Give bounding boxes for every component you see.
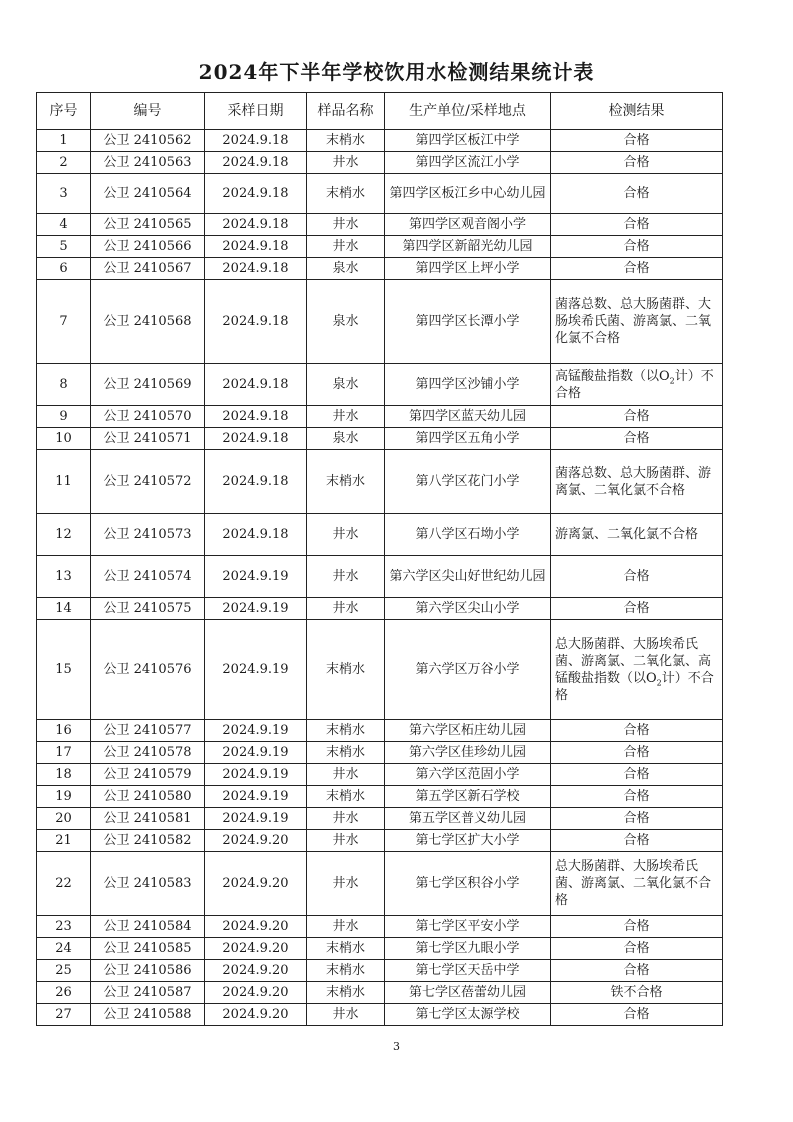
cell-no: 7 xyxy=(37,280,91,364)
cell-code: 公卫 2410571 xyxy=(91,428,205,450)
cell-result xyxy=(551,720,723,742)
cell-result xyxy=(551,1004,723,1026)
cell-no: 16 xyxy=(37,720,91,742)
cell-site: 第七学区扩大小学 xyxy=(385,830,551,852)
table-row xyxy=(37,214,723,236)
cell-no: 1 xyxy=(37,130,91,152)
cell-sample: 末梢水 xyxy=(307,786,385,808)
cell-code: 公卫 2410585 xyxy=(91,938,205,960)
cell-code: 公卫 2410586 xyxy=(91,960,205,982)
cell-sample: 井水 xyxy=(307,808,385,830)
cell-site: 第六学区佳珍幼儿园 xyxy=(385,742,551,764)
cell-result xyxy=(551,830,723,852)
cell-no: 15 xyxy=(37,620,91,720)
cell-result xyxy=(551,916,723,938)
cell-code: 公卫 2410573 xyxy=(91,514,205,556)
cell-sample: 井水 xyxy=(307,236,385,258)
cell-date: 2024.9.19 xyxy=(205,764,307,786)
table-row xyxy=(37,742,723,764)
cell-result xyxy=(551,742,723,764)
cell-site: 第五学区新石学校 xyxy=(385,786,551,808)
cell-sample: 末梢水 xyxy=(307,742,385,764)
results-table xyxy=(36,92,723,1026)
cell-site: 第六学区范固小学 xyxy=(385,764,551,786)
cell-result xyxy=(551,620,723,720)
cell-date: 2024.9.19 xyxy=(205,598,307,620)
cell-sample: 井水 xyxy=(307,598,385,620)
cell-result xyxy=(551,406,723,428)
cell-no: 13 xyxy=(37,556,91,598)
cell-sample: 末梢水 xyxy=(307,174,385,214)
cell-no: 8 xyxy=(37,364,91,406)
result-text-tail: 计）不合格 xyxy=(555,368,714,401)
cell-date: 2024.9.20 xyxy=(205,938,307,960)
cell-sample: 末梢水 xyxy=(307,720,385,742)
table-row xyxy=(37,1004,723,1026)
cell-result xyxy=(551,764,723,786)
cell-date: 2024.9.20 xyxy=(205,1004,307,1026)
table-row xyxy=(37,174,723,214)
result-text: 铁不合格 xyxy=(610,985,663,1000)
cell-site: 第六学区柘庄幼儿园 xyxy=(385,720,551,742)
cell-result xyxy=(551,938,723,960)
cell-site: 第七学区积谷小学 xyxy=(385,852,551,916)
page-number: 3 xyxy=(393,1040,400,1053)
cell-result xyxy=(551,280,723,364)
result-text: 总大肠菌群、大肠埃希氏菌、游离氯、二氧化氯不合格 xyxy=(555,859,712,908)
header-date: 采样日期 xyxy=(205,93,307,130)
cell-site: 第六学区尖山好世纪幼儿园 xyxy=(385,556,551,598)
cell-sample: 井水 xyxy=(307,556,385,598)
cell-site: 第四学区板江中学 xyxy=(385,130,551,152)
cell-sample: 井水 xyxy=(307,406,385,428)
result-subscript: 2 xyxy=(656,678,662,688)
cell-sample: 泉水 xyxy=(307,280,385,364)
result-text: 高锰酸盐指数（以O xyxy=(555,368,670,384)
cell-site: 第四学区五角小学 xyxy=(385,428,551,450)
result-text: 合格 xyxy=(623,431,650,446)
cell-date: 2024.9.18 xyxy=(205,428,307,450)
result-text: 合格 xyxy=(623,601,650,616)
result-text: 合格 xyxy=(623,745,650,760)
result-text: 合格 xyxy=(623,767,650,782)
cell-sample: 井水 xyxy=(307,1004,385,1026)
cell-no: 23 xyxy=(37,916,91,938)
cell-code: 公卫 2410584 xyxy=(91,916,205,938)
header-site: 生产单位/采样地点 xyxy=(385,93,551,130)
cell-date: 2024.9.20 xyxy=(205,960,307,982)
cell-no: 3 xyxy=(37,174,91,214)
cell-result xyxy=(551,598,723,620)
cell-sample: 末梢水 xyxy=(307,960,385,982)
cell-no: 25 xyxy=(37,960,91,982)
cell-result xyxy=(551,786,723,808)
cell-result xyxy=(551,852,723,916)
cell-code: 公卫 2410565 xyxy=(91,214,205,236)
cell-result xyxy=(551,236,723,258)
cell-result xyxy=(551,130,723,152)
cell-no: 22 xyxy=(37,852,91,916)
cell-code: 公卫 2410570 xyxy=(91,406,205,428)
cell-code: 公卫 2410574 xyxy=(91,556,205,598)
cell-sample: 井水 xyxy=(307,916,385,938)
cell-no: 20 xyxy=(37,808,91,830)
cell-code: 公卫 2410577 xyxy=(91,720,205,742)
header-code: 编号 xyxy=(91,93,205,130)
cell-sample: 泉水 xyxy=(307,258,385,280)
cell-site: 第四学区长潭小学 xyxy=(385,280,551,364)
cell-site: 第八学区石坳小学 xyxy=(385,514,551,556)
cell-no: 11 xyxy=(37,450,91,514)
cell-no: 18 xyxy=(37,764,91,786)
result-text: 合格 xyxy=(623,569,650,584)
cell-sample: 井水 xyxy=(307,830,385,852)
cell-sample: 末梢水 xyxy=(307,620,385,720)
cell-sample: 井水 xyxy=(307,514,385,556)
table-row xyxy=(37,406,723,428)
cell-result xyxy=(551,428,723,450)
table-row xyxy=(37,428,723,450)
cell-result xyxy=(551,808,723,830)
cell-sample: 井水 xyxy=(307,764,385,786)
cell-result xyxy=(551,174,723,214)
cell-code: 公卫 2410575 xyxy=(91,598,205,620)
table-row xyxy=(37,808,723,830)
cell-code: 公卫 2410564 xyxy=(91,174,205,214)
result-text: 合格 xyxy=(623,239,650,254)
table-row xyxy=(37,364,723,406)
cell-no: 21 xyxy=(37,830,91,852)
cell-date: 2024.9.18 xyxy=(205,214,307,236)
table-row xyxy=(37,960,723,982)
header-sample: 样品名称 xyxy=(307,93,385,130)
cell-code: 公卫 2410568 xyxy=(91,280,205,364)
cell-site: 第四学区上坪小学 xyxy=(385,258,551,280)
result-text: 总大肠菌群、大肠埃希氏菌、游离氯、二氧化氯、高锰酸盐指数（以O xyxy=(555,636,712,686)
cell-date: 2024.9.18 xyxy=(205,258,307,280)
cell-no: 5 xyxy=(37,236,91,258)
cell-result xyxy=(551,152,723,174)
result-text: 菌落总数、总大肠菌群、大肠埃希氏菌、游离氯、二氧化氯不合格 xyxy=(555,297,712,346)
cell-result xyxy=(551,556,723,598)
table-row xyxy=(37,852,723,916)
cell-sample: 井水 xyxy=(307,214,385,236)
header-result: 检测结果 xyxy=(551,93,723,130)
cell-code: 公卫 2410580 xyxy=(91,786,205,808)
result-text: 游离氯、二氧化氯不合格 xyxy=(555,527,699,542)
cell-sample: 末梢水 xyxy=(307,450,385,514)
cell-site: 第七学区蓓蕾幼儿园 xyxy=(385,982,551,1004)
table-row xyxy=(37,764,723,786)
result-text: 合格 xyxy=(623,789,650,804)
cell-sample: 末梢水 xyxy=(307,130,385,152)
cell-site: 第八学区花门小学 xyxy=(385,450,551,514)
cell-date: 2024.9.18 xyxy=(205,152,307,174)
page-title: 2024年下半年学校饮用水检测结果统计表 xyxy=(198,60,595,84)
cell-code: 公卫 2410579 xyxy=(91,764,205,786)
table-row xyxy=(37,620,723,720)
result-text: 合格 xyxy=(623,1007,650,1022)
cell-sample: 井水 xyxy=(307,152,385,174)
table-row xyxy=(37,786,723,808)
cell-sample: 末梢水 xyxy=(307,982,385,1004)
cell-sample: 末梢水 xyxy=(307,938,385,960)
cell-code: 公卫 2410566 xyxy=(91,236,205,258)
cell-no: 24 xyxy=(37,938,91,960)
cell-date: 2024.9.18 xyxy=(205,174,307,214)
cell-sample: 泉水 xyxy=(307,428,385,450)
result-text: 合格 xyxy=(623,919,650,934)
cell-code: 公卫 2410581 xyxy=(91,808,205,830)
cell-no: 4 xyxy=(37,214,91,236)
table-row xyxy=(37,152,723,174)
cell-code: 公卫 2410588 xyxy=(91,1004,205,1026)
cell-site: 第四学区板江乡中心幼儿园 xyxy=(385,174,551,214)
cell-site: 第五学区普义幼儿园 xyxy=(385,808,551,830)
cell-result xyxy=(551,982,723,1004)
cell-code: 公卫 2410587 xyxy=(91,982,205,1004)
cell-date: 2024.9.18 xyxy=(205,130,307,152)
header-no: 序号 xyxy=(37,93,91,130)
cell-code: 公卫 2410569 xyxy=(91,364,205,406)
result-text: 合格 xyxy=(623,833,650,848)
cell-code: 公卫 2410583 xyxy=(91,852,205,916)
cell-code: 公卫 2410563 xyxy=(91,152,205,174)
table-row xyxy=(37,598,723,620)
cell-code: 公卫 2410582 xyxy=(91,830,205,852)
result-text: 合格 xyxy=(623,217,650,232)
cell-site: 第七学区太源学校 xyxy=(385,1004,551,1026)
cell-code: 公卫 2410567 xyxy=(91,258,205,280)
result-text: 合格 xyxy=(623,261,650,276)
cell-date: 2024.9.19 xyxy=(205,742,307,764)
cell-date: 2024.9.18 xyxy=(205,450,307,514)
cell-code: 公卫 2410572 xyxy=(91,450,205,514)
table-row xyxy=(37,130,723,152)
cell-no: 12 xyxy=(37,514,91,556)
cell-sample: 井水 xyxy=(307,852,385,916)
cell-site: 第六学区万谷小学 xyxy=(385,620,551,720)
cell-result xyxy=(551,364,723,406)
cell-date: 2024.9.18 xyxy=(205,236,307,258)
cell-date: 2024.9.18 xyxy=(205,364,307,406)
cell-date: 2024.9.20 xyxy=(205,852,307,916)
cell-date: 2024.9.18 xyxy=(205,514,307,556)
result-text-tail: 计）不合格 xyxy=(555,670,714,703)
result-subscript: 2 xyxy=(669,376,675,386)
cell-date: 2024.9.19 xyxy=(205,786,307,808)
cell-no: 14 xyxy=(37,598,91,620)
table-row xyxy=(37,830,723,852)
cell-date: 2024.9.19 xyxy=(205,720,307,742)
table-row xyxy=(37,916,723,938)
cell-site: 第四学区蓝天幼儿园 xyxy=(385,406,551,428)
cell-no: 26 xyxy=(37,982,91,1004)
cell-no: 2 xyxy=(37,152,91,174)
table-row xyxy=(37,982,723,1004)
result-text: 合格 xyxy=(623,186,650,201)
table-row xyxy=(37,450,723,514)
cell-date: 2024.9.18 xyxy=(205,406,307,428)
table-row xyxy=(37,236,723,258)
cell-no: 9 xyxy=(37,406,91,428)
cell-code: 公卫 2410578 xyxy=(91,742,205,764)
cell-sample: 泉水 xyxy=(307,364,385,406)
cell-date: 2024.9.20 xyxy=(205,916,307,938)
table-row xyxy=(37,938,723,960)
cell-date: 2024.9.18 xyxy=(205,280,307,364)
cell-date: 2024.9.20 xyxy=(205,830,307,852)
cell-result xyxy=(551,450,723,514)
cell-date: 2024.9.19 xyxy=(205,808,307,830)
table-row xyxy=(37,280,723,364)
cell-site: 第四学区流江小学 xyxy=(385,152,551,174)
cell-no: 19 xyxy=(37,786,91,808)
cell-site: 第七学区九眼小学 xyxy=(385,938,551,960)
result-text: 合格 xyxy=(623,155,650,170)
cell-result xyxy=(551,960,723,982)
result-text: 合格 xyxy=(623,941,650,956)
result-text: 菌落总数、总大肠菌群、游离氯、二氧化氯不合格 xyxy=(555,465,712,498)
table-row xyxy=(37,258,723,280)
cell-site: 第七学区天岳中学 xyxy=(385,960,551,982)
cell-no: 27 xyxy=(37,1004,91,1026)
cell-date: 2024.9.19 xyxy=(205,556,307,598)
table-row xyxy=(37,514,723,556)
result-text: 合格 xyxy=(623,409,650,424)
cell-no: 17 xyxy=(37,742,91,764)
cell-result xyxy=(551,214,723,236)
cell-site: 第四学区新韶光幼儿园 xyxy=(385,236,551,258)
cell-date: 2024.9.19 xyxy=(205,620,307,720)
cell-site: 第四学区沙铺小学 xyxy=(385,364,551,406)
header-row xyxy=(37,93,723,130)
cell-no: 10 xyxy=(37,428,91,450)
cell-site: 第七学区平安小学 xyxy=(385,916,551,938)
cell-result xyxy=(551,258,723,280)
cell-site: 第六学区尖山小学 xyxy=(385,598,551,620)
cell-date: 2024.9.20 xyxy=(205,982,307,1004)
cell-code: 公卫 2410576 xyxy=(91,620,205,720)
cell-no: 6 xyxy=(37,258,91,280)
result-text: 合格 xyxy=(623,963,650,978)
cell-code: 公卫 2410562 xyxy=(91,130,205,152)
cell-site: 第四学区观音阁小学 xyxy=(385,214,551,236)
result-text: 合格 xyxy=(623,133,650,148)
cell-result xyxy=(551,514,723,556)
result-text: 合格 xyxy=(623,811,650,826)
table-row xyxy=(37,720,723,742)
result-text: 合格 xyxy=(623,723,650,738)
table-row xyxy=(37,556,723,598)
